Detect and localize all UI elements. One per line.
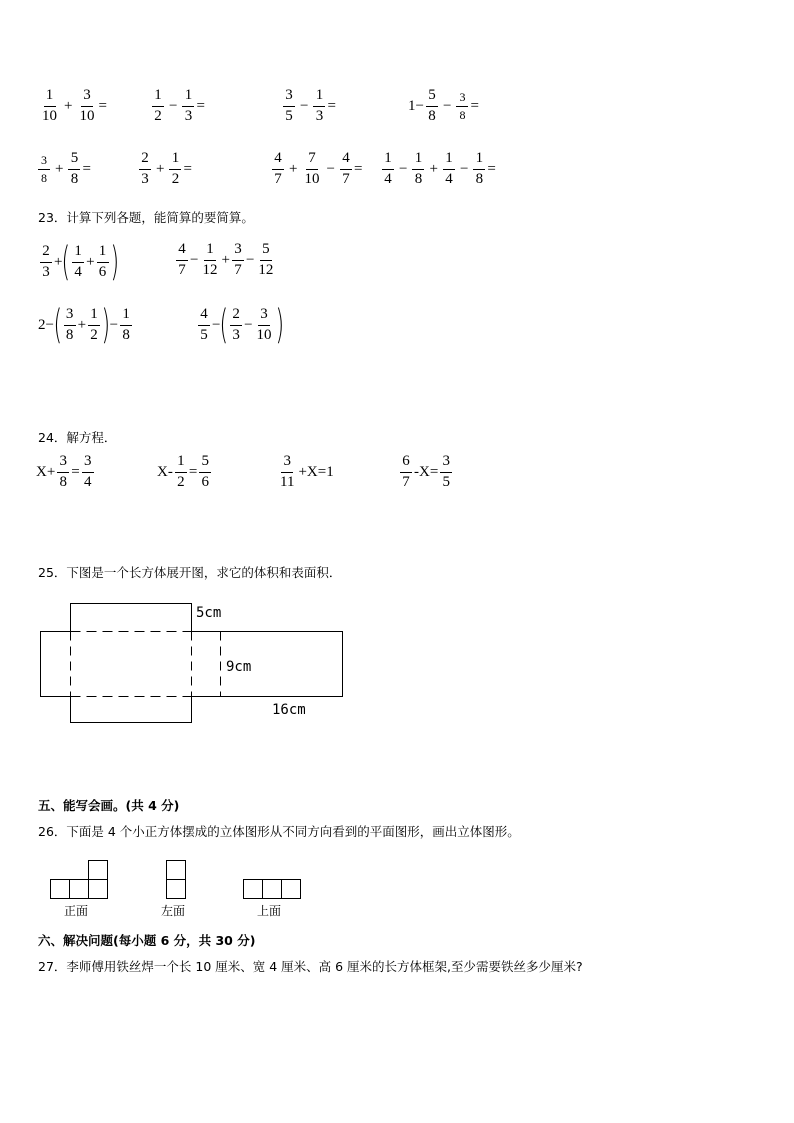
- label-height-5cm: 5cm: [196, 605, 222, 621]
- left-view-label: 左面: [161, 904, 186, 918]
- section-6-heading: 六、解决问题(每小题 6 分，共 30 分): [38, 933, 256, 948]
- q24-equation-4: $\frac{6}{7}$ -X= $\frac{3}{5}$: [398, 454, 454, 491]
- section-5-heading: 五、能写会画。(共 4 分): [38, 798, 180, 813]
- q23-expression-2: $\frac{4}{7}$ − $\frac{1}{12}$ + $\frac{3}{7}$ − $\frac{5}{12}$: [174, 242, 277, 279]
- net-bottom-face: [71, 697, 192, 723]
- exercise-row1-1: $\frac{1}{10}$ + $\frac{3}{10}$ =: [42, 87, 107, 124]
- label-width-9cm: 9cm: [226, 659, 252, 675]
- front-view-drawing: [51, 861, 108, 899]
- q23-expression-4: $\frac{4}{5}$ − ( $\frac{2}{3}$ − $\frac{3}{10}$ ): [196, 305, 283, 345]
- question-26-title: 26．下面是 4 个小正方体摆成的立体图形从不同方向看到的平面图形，画出立体图形。: [38, 824, 520, 839]
- q23-expression-1: $\frac{2}{3}$ + ( $\frac{1}{4}$ + $\frac{1}{6}$ ): [38, 242, 118, 282]
- q24-equation-2: X- $\frac{1}{2}$ = $\frac{5}{6}$: [157, 454, 213, 491]
- label-length-16cm: 16cm: [272, 702, 306, 718]
- exercise-row2-3: $\frac{4}{7}$ + $\frac{7}{10}$ − $\frac{4}{7}$ =: [270, 151, 362, 188]
- fraction: $\frac{3}{10}$: [79, 87, 95, 124]
- top-view-label: 上面: [257, 904, 282, 918]
- exercise-row1-4: 1− $\frac{5}{8}$ − $\frac{3}{8}$ =: [408, 87, 479, 124]
- left-view-drawing: [167, 861, 186, 899]
- question-27-title: 27．李师傅用铁丝焊一个长 10 厘米、宽 4 厘米、高 6 厘米的长方体框架,至少需要铁丝多少厘米?: [38, 959, 583, 974]
- exercise-row1-3: $\frac{3}{5}$ − $\frac{1}{3}$ =: [281, 88, 336, 125]
- top-view-drawing: [244, 880, 301, 899]
- question-25-title: 25．下图是一个长方体展开图，求它的体积和表面积．: [38, 565, 342, 580]
- question-24-title: 24．解方程．: [38, 430, 117, 445]
- question-23-title: 23．计算下列各题，能简算的要简算。: [38, 210, 254, 225]
- q23-expression-3: 2− ( $\frac{3}{8}$ + $\frac{1}{2}$ ) − $\frac{1}{8}$: [38, 305, 134, 345]
- q24-equation-3: $\frac{3}{11}$ +X=1: [280, 453, 334, 490]
- exercise-row2-4: $\frac{1}{4}$ − $\frac{1}{8}$ + $\frac{1}{4}$ − $\frac{1}{8}$ =: [380, 151, 496, 188]
- exercise-row2-1: $\frac{3}{8}$ + $\frac{5}{8}$ =: [36, 151, 91, 188]
- fraction: $\frac{1}{10}$: [42, 87, 57, 124]
- net-top-face: [71, 604, 192, 632]
- front-view-label: 正面: [64, 904, 89, 918]
- q24-equation-1: X+ $\frac{3}{8}$ = $\frac{3}{4}$: [36, 454, 96, 491]
- exercise-row1-2: $\frac{1}{2}$ − $\frac{1}{3}$ =: [150, 88, 205, 125]
- exercise-row2-2: $\frac{2}{3}$ + $\frac{1}{2}$ =: [137, 151, 192, 188]
